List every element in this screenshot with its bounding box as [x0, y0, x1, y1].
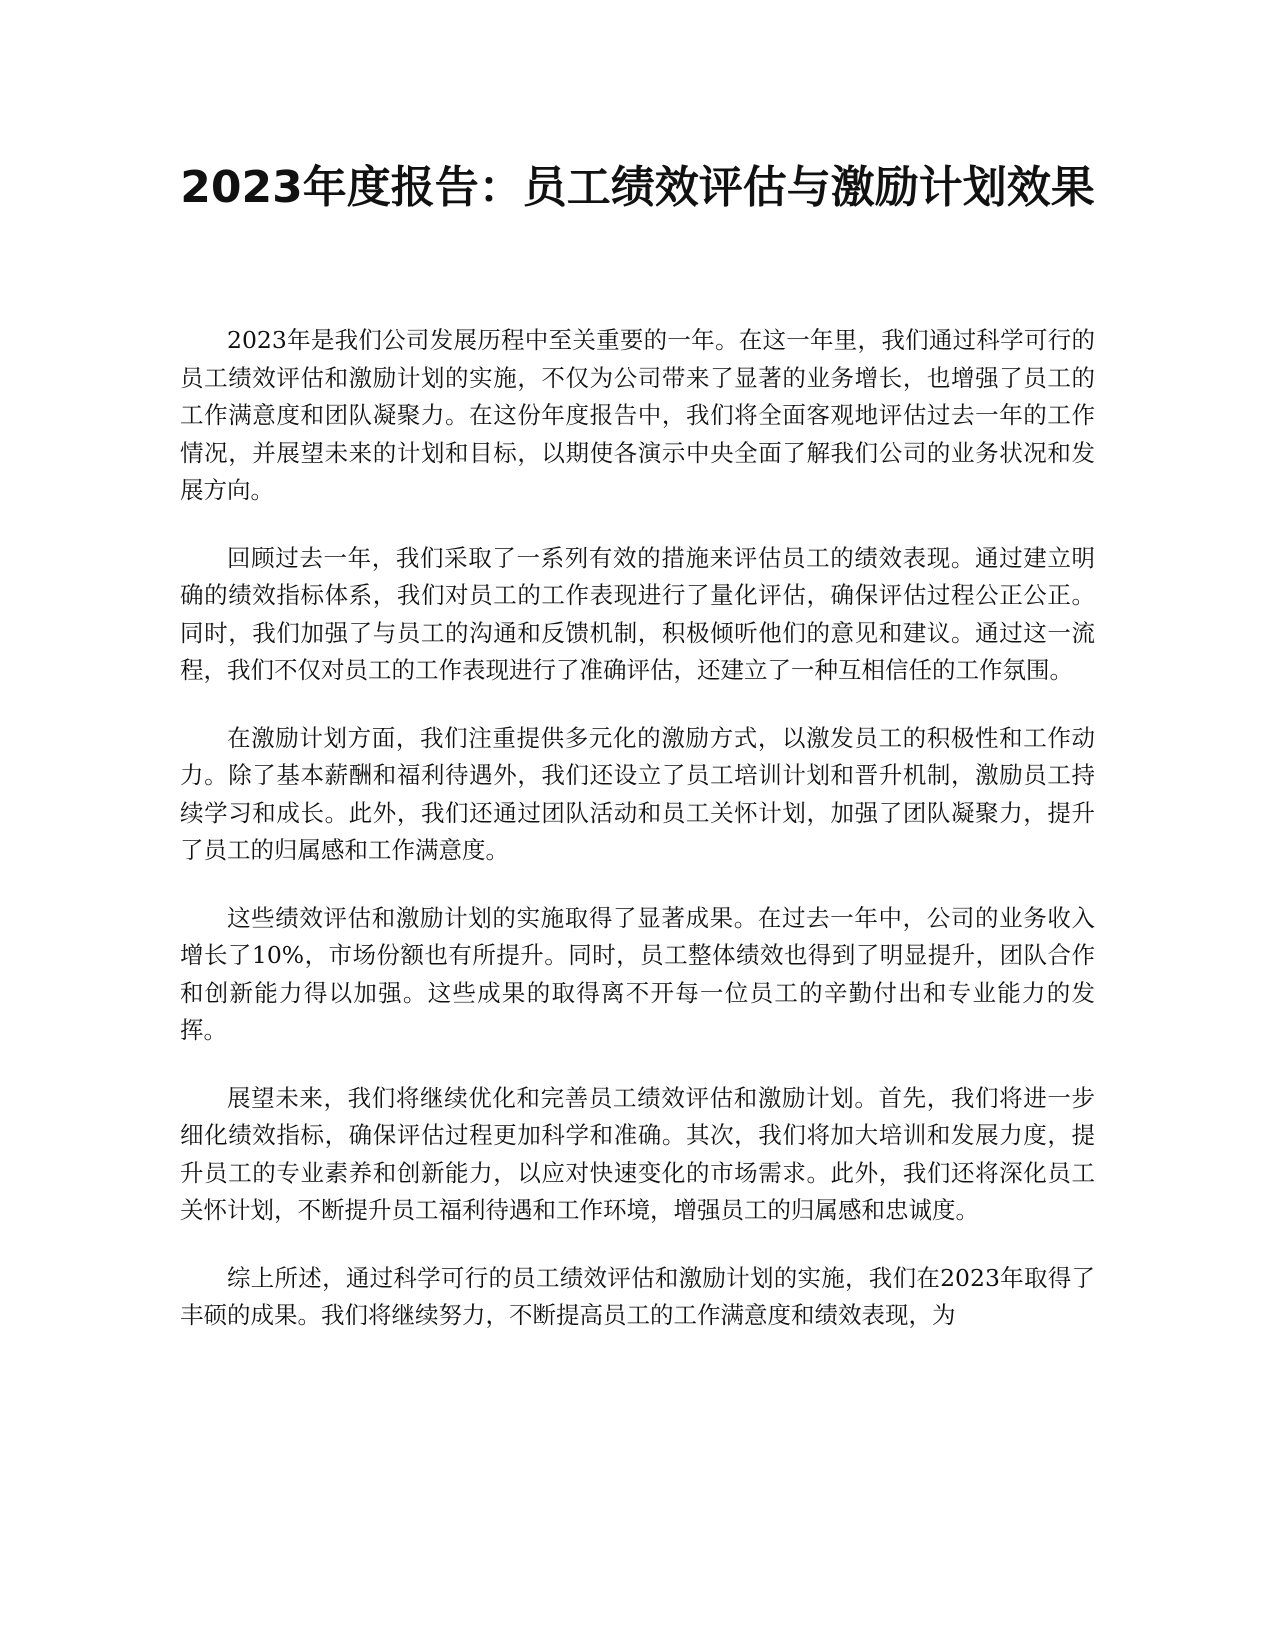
- paragraph-results: 这些绩效评估和激励计划的实施取得了显著成果。在过去一年中，公司的业务收入增长了10%，市场份额也有所提升。同时，员工整体绩效也得到了明显提升，团队合作和创新能力得以加强。这些成果的取得离不开每一位员工的辛勤付出和专业能力的发挥。: [180, 903, 1095, 1044]
- paragraph-outlook: 展望未来，我们将继续优化和完善员工绩效评估和激励计划。首先，我们将进一步细化绩效指标，确保评估过程更加科学和准确。其次，我们将加大培训和发展力度，提升员工的专业素养和创新能力，以应对快速变化的市场需求。此外，我们还将深化员工关怀计划，不断提升员工福利待遇和工作环境，增强员工的归属感和忠诚度。: [180, 1083, 1095, 1224]
- document-title: 2023年度报告：员工绩效评估与激励计划效果: [180, 162, 1095, 213]
- paragraph-review: 回顾过去一年，我们采取了一系列有效的措施来评估员工的绩效表现。通过建立明确的绩效指标体系，我们对员工的工作表现进行了量化评估，确保评估过程公正公正。同时，我们加强了与员工的沟通和反馈机制，积极倾听他们的意见和建议。通过这一流程，我们不仅对员工的工作表现进行了准确评估，还建立了一种互相信任的工作氛围。: [180, 543, 1095, 684]
- paragraph-incentives: 在激励计划方面，我们注重提供多元化的激励方式，以激发员工的积极性和工作动力。除了基本薪酬和福利待遇外，我们还设立了员工培训计划和晋升机制，激励员工持续学习和成长。此外，我们还通过团队活动和员工关怀计划，加强了团队凝聚力，提升了员工的归属感和工作满意度。: [180, 723, 1095, 864]
- paragraph-conclusion: 综上所述，通过科学可行的员工绩效评估和激励计划的实施，我们在2023年取得了丰硕的成果。我们将继续努力，不断提高员工的工作满意度和绩效表现，为: [180, 1263, 1095, 1329]
- paragraph-intro: 2023年是我们公司发展历程中至关重要的一年。在这一年里，我们通过科学可行的员工绩效评估和激励计划的实施，不仅为公司带来了显著的业务增长，也增强了员工的工作满意度和团队凝聚力。在这份年度报告中，我们将全面客观地评估过去一年的工作情况，并展望未来的计划和目标，以期使各演示中央全面了解我们公司的业务状况和发展方向。: [180, 326, 1095, 504]
- document-body: [180, 322, 1095, 1365]
